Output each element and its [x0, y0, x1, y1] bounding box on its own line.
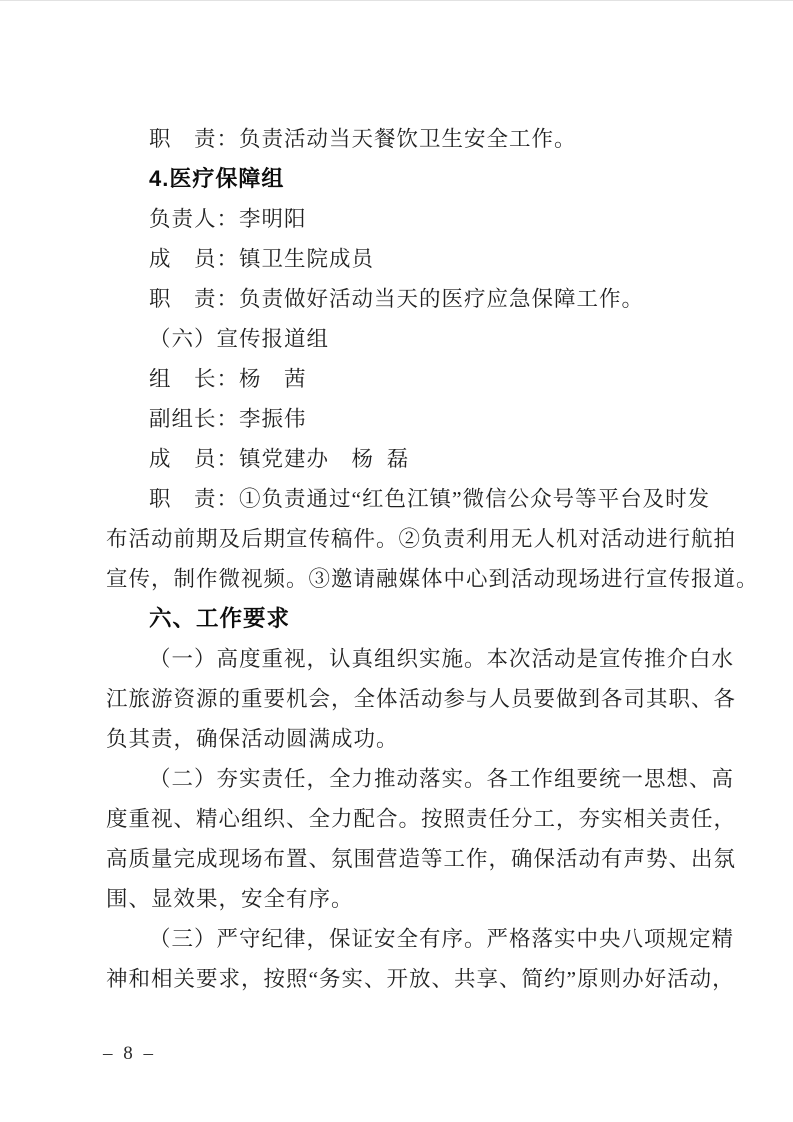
doc-line-members-publicity: 成 员：镇党建办 杨 磊	[149, 447, 410, 471]
heading-medical-support-group: 4.医疗保障组	[149, 166, 285, 191]
doc-line-req3-2: 神和相关要求，按照“务实、开放、共享、简约”原则办好活动，	[106, 967, 735, 991]
doc-line-req1-2: 江旅游资源的重要机会，全体活动参与人员要做到各司其职、各	[106, 687, 737, 711]
doc-line-req2-2: 度重视、精心组织、全力配合。按照责任分工，夯实相关责任，	[106, 807, 737, 831]
doc-line-deputy-leader: 副组长：李振伟	[149, 407, 307, 431]
doc-line-req3-1: （三）严守纪律，保证安全有序。严格落实中央八项规定精	[149, 927, 735, 951]
doc-line-duty-publicity-3: 宣传，制作微视频。③邀请融媒体中心到活动现场进行宣传报道。	[106, 567, 759, 591]
page-number: – 8 –	[103, 1043, 156, 1064]
doc-line-duty-catering: 职 责：负责活动当天餐饮卫生安全工作。	[149, 127, 577, 151]
doc-line-req2-4: 围、显效果，安全有序。	[106, 887, 354, 911]
doc-line-members-medical: 成 员：镇卫生院成员	[149, 247, 375, 271]
doc-line-req1-3: 负其责，确保活动圆满成功。	[106, 727, 399, 751]
doc-line-duty-medical: 职 责：负责做好活动当天的医疗应急保障工作。	[149, 287, 645, 311]
doc-line-duty-publicity-2: 布活动前期及后期宣传稿件。②负责利用无人机对活动进行航拍	[106, 527, 737, 551]
doc-line-duty-publicity-1: 职 责：①负责通过“红色江镇”微信公众号等平台及时发	[149, 487, 711, 511]
heading-work-requirements: 六、工作要求	[149, 606, 291, 631]
doc-line-req1-1: （一）高度重视，认真组织实施。本次活动是宣传推介白水	[149, 647, 735, 671]
doc-line-req2-3: 高质量完成现场布置、氛围营造等工作，确保活动有声势、出氛	[106, 847, 737, 871]
heading-publicity-group: （六）宣传报道组	[149, 327, 330, 351]
doc-line-leader-medical: 负责人：李明阳	[149, 207, 307, 231]
doc-line-req2-1: （二）夯实责任，全力推动落实。各工作组要统一思想、高	[149, 767, 735, 791]
doc-line-group-leader: 组 长：杨 茜	[149, 367, 307, 391]
document-body	[106, 119, 759, 999]
